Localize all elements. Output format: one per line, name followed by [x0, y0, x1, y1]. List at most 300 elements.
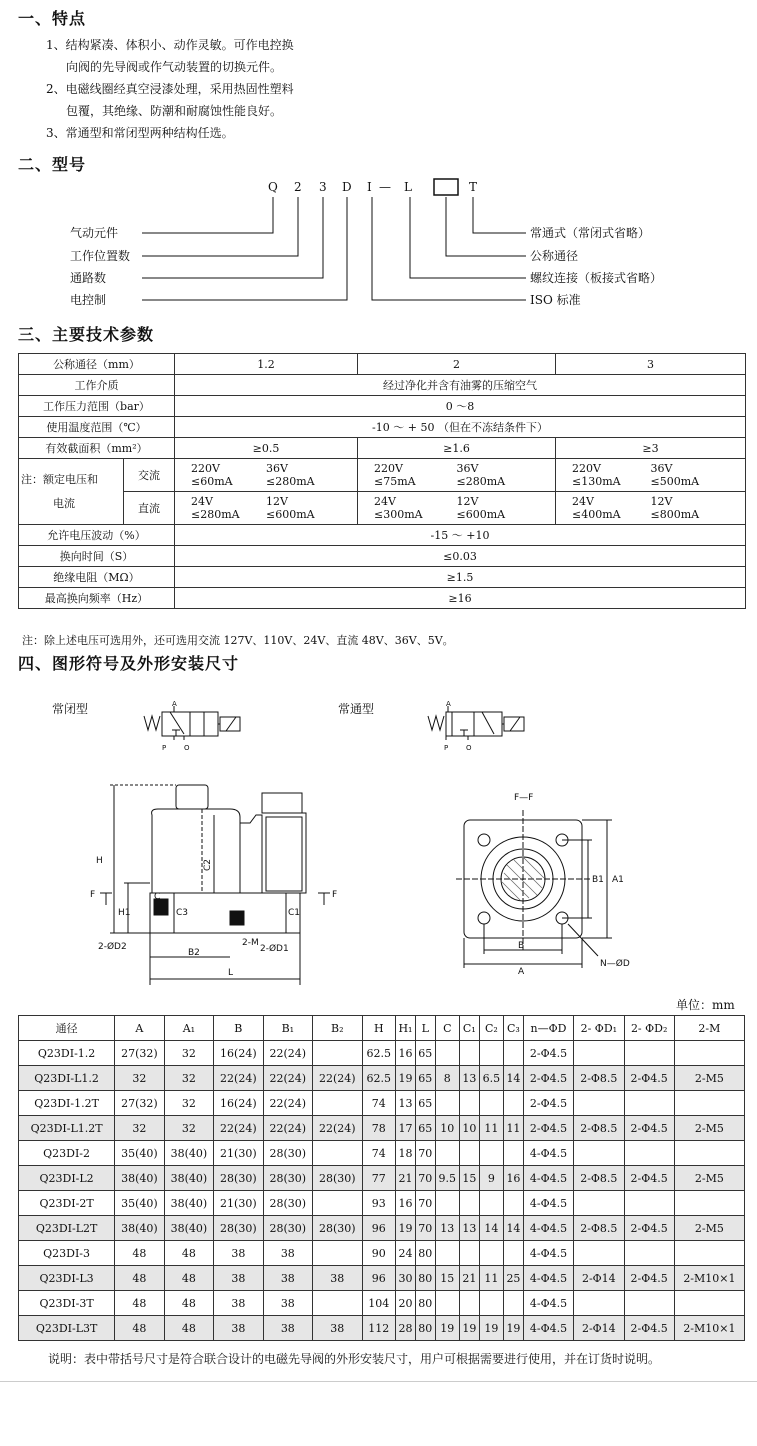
dimension-cell: 27(32)	[115, 1041, 164, 1066]
dimension-cell: 18	[396, 1141, 416, 1166]
footnote: 说明：表中带括号尺寸是符合联合设计的电磁先导阀的外形安装尺寸，用户可根据需要进行使用，并在订货时说明。	[48, 1352, 661, 1366]
dimension-cell	[504, 1141, 524, 1166]
dimension-cell: 2-Φ4.5	[523, 1066, 573, 1091]
spec-cell: 1.2	[175, 354, 358, 375]
dimension-cell: 48	[115, 1316, 164, 1341]
dimension-cell: 4-Φ4.5	[523, 1191, 573, 1216]
dimension-cell: 11	[479, 1266, 503, 1291]
dimension-cell: 112	[362, 1316, 396, 1341]
dimension-cell: 38	[214, 1291, 263, 1316]
dimension-cell: 22(24)	[214, 1116, 263, 1141]
dimension-cell: 16(24)	[214, 1091, 263, 1116]
ac-i: ≤75mA	[374, 475, 416, 488]
dimension-row	[19, 1191, 745, 1216]
dimension-cell	[574, 1291, 624, 1316]
dim-h1: H1	[118, 908, 131, 918]
dimension-cell: 65	[415, 1066, 435, 1091]
model-name-cell: Q23DI-2T	[19, 1191, 115, 1216]
dimension-cell: 14	[479, 1216, 503, 1241]
valve-side-view-drawing	[90, 775, 350, 990]
dimension-cell: 38	[313, 1316, 362, 1341]
code-q: Q	[268, 180, 278, 194]
ac-v: 220V	[572, 462, 601, 475]
dimension-cell: 9.5	[435, 1166, 459, 1191]
code-i: I	[367, 180, 372, 194]
dimension-column-header: 2- ΦD₁	[574, 1016, 624, 1041]
dimension-cell	[479, 1091, 503, 1116]
dimension-row	[19, 1216, 745, 1241]
dimension-cell: 38	[214, 1266, 263, 1291]
spec-row	[19, 396, 746, 417]
dimension-cell: 2-M10×1	[674, 1266, 744, 1291]
port-a: A	[172, 700, 177, 708]
dimension-cell: 28(30)	[313, 1216, 362, 1241]
section-2-title: 二、型号	[18, 155, 87, 174]
dimension-cell	[435, 1041, 459, 1066]
dimension-cell	[624, 1091, 674, 1116]
unit-label: 单位：mm	[676, 998, 735, 1012]
dc-cell-3	[556, 492, 746, 525]
dimension-cell	[459, 1291, 479, 1316]
dimension-cell: 2-M10×1	[674, 1316, 744, 1341]
label-ways: 通路数	[70, 271, 107, 285]
dimension-cell	[459, 1141, 479, 1166]
dimension-cell: 32	[164, 1066, 213, 1091]
dimension-cell: 10	[435, 1116, 459, 1141]
section-1-title: 一、特点	[18, 9, 87, 28]
ac-cell-2	[358, 459, 556, 492]
dimension-column-header: 2-M	[674, 1016, 744, 1041]
dimension-cell: 65	[415, 1116, 435, 1141]
dimension-cell: 28(30)	[263, 1191, 312, 1216]
dimension-column-header: A	[115, 1016, 164, 1041]
dimension-row	[19, 1116, 745, 1141]
ac-v: 36V	[456, 462, 479, 475]
dimension-cell: 22(24)	[263, 1066, 312, 1091]
dimension-cell: 2-Φ4.5	[523, 1041, 573, 1066]
dimension-cell: 70	[415, 1216, 435, 1241]
model-name-cell: Q23DI-L2	[19, 1166, 115, 1191]
dimension-column-header: 2- ΦD₂	[624, 1016, 674, 1041]
code-d: D	[342, 180, 352, 194]
dimension-cell	[435, 1191, 459, 1216]
model-name-cell: Q23DI-L1.2T	[19, 1116, 115, 1141]
dc-i: ≤600mA	[456, 508, 506, 521]
dimension-cell: 24	[396, 1241, 416, 1266]
dimension-cell: 4-Φ4.5	[523, 1291, 573, 1316]
dimension-cell	[574, 1241, 624, 1266]
dimension-cell: 35(40)	[115, 1141, 164, 1166]
dimension-cell: 2-M5	[674, 1166, 744, 1191]
dimension-cell: 70	[415, 1141, 435, 1166]
dimension-cell	[435, 1091, 459, 1116]
dimension-cell: 96	[362, 1216, 396, 1241]
dim-c2: C2	[203, 858, 213, 871]
dimension-cell: 2-Φ8.5	[574, 1066, 624, 1091]
dimension-cell: 4-Φ4.5	[523, 1266, 573, 1291]
dimension-cell: 77	[362, 1166, 396, 1191]
spec-cell: ≥1.5	[175, 567, 746, 588]
spec-row	[19, 525, 746, 546]
dimension-cell: 25	[504, 1266, 524, 1291]
spec-cell: ≥3	[556, 438, 746, 459]
code-2: 2	[294, 180, 302, 194]
dimension-cell: 22(24)	[263, 1041, 312, 1066]
dimension-cell	[479, 1191, 503, 1216]
dimension-cell: 104	[362, 1291, 396, 1316]
dimension-column-header: L	[415, 1016, 435, 1041]
dimension-cell: 28(30)	[263, 1166, 312, 1191]
divider	[0, 1381, 757, 1382]
label-iso: ISO 标准	[530, 293, 581, 307]
spec-label: 公称通径（mm）	[19, 354, 175, 375]
dimension-cell: 2-Φ4.5	[624, 1316, 674, 1341]
dim-c: C	[154, 892, 161, 902]
dimension-cell: 80	[415, 1316, 435, 1341]
dimension-cell: 13	[435, 1216, 459, 1241]
dc-v: 12V	[456, 495, 479, 508]
spec-label: 使用温度范围（℃）	[19, 417, 175, 438]
dimension-column-header: 通径	[19, 1016, 115, 1041]
port-o: O	[184, 744, 190, 752]
dimension-cell	[479, 1141, 503, 1166]
spec-cell: 经过净化并含有油雾的压缩空气	[175, 375, 746, 396]
dimension-cell: 70	[415, 1191, 435, 1216]
dimension-cell: 62.5	[362, 1041, 396, 1066]
dim-l: L	[228, 968, 234, 978]
dim-ff: F—F	[514, 793, 534, 803]
dimension-cell: 2-M5	[674, 1116, 744, 1141]
dc-i: ≤800mA	[650, 508, 700, 521]
dimension-cell: 19	[479, 1316, 503, 1341]
dimension-cell: 80	[415, 1266, 435, 1291]
dimension-cell: 28(30)	[263, 1141, 312, 1166]
dimension-column-header: B₂	[313, 1016, 362, 1041]
dimension-cell: 2-Φ4.5	[523, 1116, 573, 1141]
code-bore-box	[434, 179, 458, 195]
dimension-column-header: B₁	[263, 1016, 312, 1041]
dimension-cell: 11	[479, 1116, 503, 1141]
dimension-cell	[313, 1141, 362, 1166]
dimension-row	[19, 1291, 745, 1316]
dimension-cell	[674, 1141, 744, 1166]
dimension-cell: 22(24)	[263, 1091, 312, 1116]
dimension-cell: 32	[115, 1116, 164, 1141]
dimension-cell: 78	[362, 1116, 396, 1141]
model-name-cell: Q23DI-1.2T	[19, 1091, 115, 1116]
dimension-cell: 22(24)	[313, 1066, 362, 1091]
ac-i: ≤60mA	[191, 475, 233, 488]
dimension-cell: 74	[362, 1141, 396, 1166]
spec-row-dc	[19, 492, 746, 525]
label-thread: 螺纹连接（板接式省略）	[530, 271, 663, 285]
dimension-cell: 38	[214, 1316, 263, 1341]
ac-label: 交流	[124, 459, 175, 492]
model-name-cell: Q23DI-L2T	[19, 1216, 115, 1241]
dc-cell-1	[175, 492, 358, 525]
dimension-row	[19, 1166, 745, 1191]
section-4-title: 四、图形符号及外形安装尺寸	[18, 654, 240, 673]
dimension-cell	[574, 1141, 624, 1166]
dimension-cell: 30	[396, 1266, 416, 1291]
dimension-cell: 70	[415, 1166, 435, 1191]
dimension-cell: 22(24)	[313, 1116, 362, 1141]
dimension-cell: 19	[504, 1316, 524, 1341]
spec-cell: 3	[556, 354, 746, 375]
ac-v: 36V	[266, 462, 288, 475]
ac-v: 220V	[374, 462, 403, 475]
dim-h: H	[96, 856, 103, 866]
dimension-cell: 19	[396, 1066, 416, 1091]
label-positions: 工作位置数	[70, 249, 131, 263]
dimension-cell	[504, 1191, 524, 1216]
model-name-cell: Q23DI-1.2	[19, 1041, 115, 1066]
dimension-cell: 62.5	[362, 1066, 396, 1091]
dim-b1: B1	[592, 875, 604, 885]
label-normally-open: 常通式（常闭式省略）	[530, 226, 651, 240]
dimension-cell: 28	[396, 1316, 416, 1341]
dimension-cell: 38(40)	[115, 1166, 164, 1191]
dimension-cell: 38(40)	[164, 1191, 213, 1216]
no-label: 常通型	[338, 702, 375, 716]
dimension-cell: 6.5	[479, 1066, 503, 1091]
model-name-cell: Q23DI-L1.2	[19, 1066, 115, 1091]
dimension-cell: 38	[313, 1266, 362, 1291]
dimension-cell	[504, 1041, 524, 1066]
dimension-cell	[313, 1091, 362, 1116]
ac-v: 36V	[650, 462, 673, 475]
rated-label-line1: 注：额定电压和	[21, 472, 98, 486]
dimension-cell	[624, 1041, 674, 1066]
dimension-cell	[435, 1241, 459, 1266]
dimension-cell	[313, 1291, 362, 1316]
dc-cell-2	[358, 492, 556, 525]
model-name-cell: Q23DI-3T	[19, 1291, 115, 1316]
dim-c3: C3	[176, 908, 189, 918]
feature-2b: 包覆，其绝缘、防潮和耐腐蚀性能良好。	[66, 104, 283, 118]
feature-1a: 1、结构紧凑、体积小、动作灵敏。可作电控换	[46, 38, 294, 52]
dimension-cell: 10	[459, 1116, 479, 1141]
dimension-cell: 38(40)	[164, 1141, 213, 1166]
model-name-cell: Q23DI-L3T	[19, 1316, 115, 1341]
dimension-cell: 2-Φ8.5	[574, 1116, 624, 1141]
spec-cell: ≥16	[175, 588, 746, 609]
dimension-cell: 48	[164, 1241, 213, 1266]
dimension-cell: 16	[396, 1191, 416, 1216]
dimension-cell: 32	[115, 1066, 164, 1091]
label-nominal-bore: 公称通径	[530, 249, 579, 263]
dc-v: 24V	[572, 495, 594, 508]
dimension-cell: 28(30)	[313, 1166, 362, 1191]
dimension-cell: 65	[415, 1091, 435, 1116]
dimension-cell: 8	[435, 1066, 459, 1091]
dimension-cell: 2-Φ4.5	[523, 1091, 573, 1116]
spec-cell: 0 ～8	[175, 396, 746, 417]
dimension-cell: 4-Φ4.5	[523, 1316, 573, 1341]
dimension-cell: 4-Φ4.5	[523, 1241, 573, 1266]
dc-v: 24V	[191, 495, 213, 508]
dimension-column-header: B	[214, 1016, 263, 1041]
dimension-cell	[435, 1141, 459, 1166]
dim-f-left: F	[90, 890, 96, 900]
dimension-cell: 48	[164, 1266, 213, 1291]
dimension-cell: 20	[396, 1291, 416, 1316]
dim-2m: 2-M	[242, 938, 259, 948]
dimension-cell: 96	[362, 1266, 396, 1291]
dimension-cell: 48	[115, 1291, 164, 1316]
ac-i: ≤500mA	[650, 475, 700, 488]
dimension-cell: 32	[164, 1091, 213, 1116]
dc-v: 12V	[266, 495, 288, 508]
dimension-cell	[674, 1291, 744, 1316]
dimension-cell	[624, 1241, 674, 1266]
spec-cell: ≥0.5	[175, 438, 358, 459]
spec-row	[19, 588, 746, 609]
dimension-cell: 38(40)	[164, 1216, 213, 1241]
dimension-column-header: A₁	[164, 1016, 213, 1041]
dimension-cell: 38(40)	[115, 1216, 164, 1241]
code-t: T	[469, 180, 478, 194]
ac-i: ≤280mA	[456, 475, 506, 488]
dimension-cell	[479, 1291, 503, 1316]
dimension-cell	[624, 1291, 674, 1316]
dim-2d1: 2-ØD1	[260, 944, 289, 954]
spec-cell: ≥1.6	[358, 438, 556, 459]
dc-i: ≤300mA	[374, 508, 423, 521]
spec-note: 注：除上述电压可选用外，还可选用交流 127V、110V、24V、直流 48V、36V、5V。	[22, 634, 454, 647]
dimension-cell: 4-Φ4.5	[523, 1216, 573, 1241]
dimension-cell	[435, 1291, 459, 1316]
spec-label: 换向时间（S）	[19, 546, 175, 567]
spec-label: 允许电压波动（%）	[19, 525, 175, 546]
dimension-row	[19, 1241, 745, 1266]
dimension-cell	[313, 1191, 362, 1216]
dimension-cell: 2-Φ4.5	[624, 1116, 674, 1141]
dc-v: 12V	[650, 495, 673, 508]
dimension-cell: 48	[115, 1241, 164, 1266]
dimension-cell: 80	[415, 1241, 435, 1266]
dc-v: 24V	[374, 495, 396, 508]
dimension-cell: 15	[435, 1266, 459, 1291]
dc-i: ≤400mA	[572, 508, 621, 521]
dim-b: B	[518, 941, 525, 951]
code-dash: —	[379, 180, 391, 194]
dim-2d2: 2-ØD2	[98, 942, 127, 952]
dimension-column-header: C₃	[504, 1016, 524, 1041]
spec-cell: -15 ～ +10	[175, 525, 746, 546]
dimension-cell: 28(30)	[263, 1216, 312, 1241]
dimension-cell	[674, 1191, 744, 1216]
spec-label: 工作压力范围（bar）	[19, 396, 175, 417]
dimension-cell: 32	[164, 1116, 213, 1141]
dimension-cell	[674, 1041, 744, 1066]
section-3-title: 三、主要技术参数	[18, 325, 155, 344]
dimension-cell: 65	[415, 1041, 435, 1066]
dimension-cell: 19	[459, 1316, 479, 1341]
dim-f-right: F	[332, 890, 338, 900]
model-name-cell: Q23DI-2	[19, 1141, 115, 1166]
spec-cell: ≤0.03	[175, 546, 746, 567]
dimension-cell	[479, 1041, 503, 1066]
dimension-cell	[459, 1191, 479, 1216]
dimension-cell: 16	[396, 1041, 416, 1066]
dimension-cell	[624, 1191, 674, 1216]
valve-base-view-drawing	[452, 790, 652, 980]
dimension-row	[19, 1266, 745, 1291]
dimension-cell: 38	[263, 1291, 312, 1316]
dimension-cell: 38(40)	[164, 1166, 213, 1191]
dimension-cell	[504, 1241, 524, 1266]
dimension-cell: 19	[396, 1216, 416, 1241]
ac-i: ≤280mA	[266, 475, 315, 488]
dimension-row	[19, 1041, 745, 1066]
dc-i: ≤600mA	[266, 508, 315, 521]
dimension-cell: 14	[504, 1216, 524, 1241]
spec-row	[19, 546, 746, 567]
spec-label: 工作介质	[19, 375, 175, 396]
dim-a: A	[518, 967, 525, 977]
dimension-cell: 28(30)	[214, 1216, 263, 1241]
dimension-cell	[504, 1091, 524, 1116]
dimension-cell	[574, 1191, 624, 1216]
dimension-cell: 14	[504, 1066, 524, 1091]
spec-cell: 2	[358, 354, 556, 375]
dimension-cell: 2-Φ8.5	[574, 1216, 624, 1241]
spec-label: 最高换向频率（Hz）	[19, 588, 175, 609]
dc-label: 直流	[124, 492, 175, 525]
spec-row	[19, 567, 746, 588]
dimension-cell: 38	[263, 1241, 312, 1266]
model-name-cell: Q23DI-L3	[19, 1266, 115, 1291]
ac-cell-3	[556, 459, 746, 492]
feature-2a: 2、电磁线圈经真空浸漆处理，采用热固性塑料	[46, 82, 294, 96]
dimension-cell	[674, 1091, 744, 1116]
dimension-cell: 21(30)	[214, 1191, 263, 1216]
dim-a1: A1	[612, 875, 624, 885]
dimension-cell	[459, 1091, 479, 1116]
dimension-cell: 21	[396, 1166, 416, 1191]
port-a: A	[446, 700, 451, 708]
dimension-cell: 2-Φ4.5	[624, 1166, 674, 1191]
dimension-column-header: H	[362, 1016, 396, 1041]
dimension-cell: 16(24)	[214, 1041, 263, 1066]
feature-1b: 向阀的先导阀或作气动装置的切换元件。	[66, 60, 283, 74]
dimension-cell: 48	[164, 1291, 213, 1316]
dimension-row	[19, 1316, 745, 1341]
dimension-cell: 38	[214, 1241, 263, 1266]
dimension-cell	[574, 1091, 624, 1116]
dimension-column-header: H₁	[396, 1016, 416, 1041]
dim-b2: B2	[188, 948, 200, 958]
dimension-cell: 13	[459, 1066, 479, 1091]
dimension-cell: 21(30)	[214, 1141, 263, 1166]
dimension-cell: 90	[362, 1241, 396, 1266]
dimension-cell: 35(40)	[115, 1191, 164, 1216]
dimension-cell	[504, 1291, 524, 1316]
dimension-cell	[459, 1241, 479, 1266]
dimension-column-header: C	[435, 1016, 459, 1041]
ac-v: 220V	[191, 462, 220, 475]
dimension-cell: 2-Φ14	[574, 1266, 624, 1291]
dimension-cell: 48	[115, 1266, 164, 1291]
dimension-cell: 21	[459, 1266, 479, 1291]
dimension-cell	[313, 1241, 362, 1266]
dimension-cell: 27(32)	[115, 1091, 164, 1116]
spec-label: 有效截面积（mm²）	[19, 438, 175, 459]
nc-valve-symbol	[140, 700, 250, 760]
spec-row	[19, 438, 746, 459]
dimension-cell: 4-Φ4.5	[523, 1141, 573, 1166]
